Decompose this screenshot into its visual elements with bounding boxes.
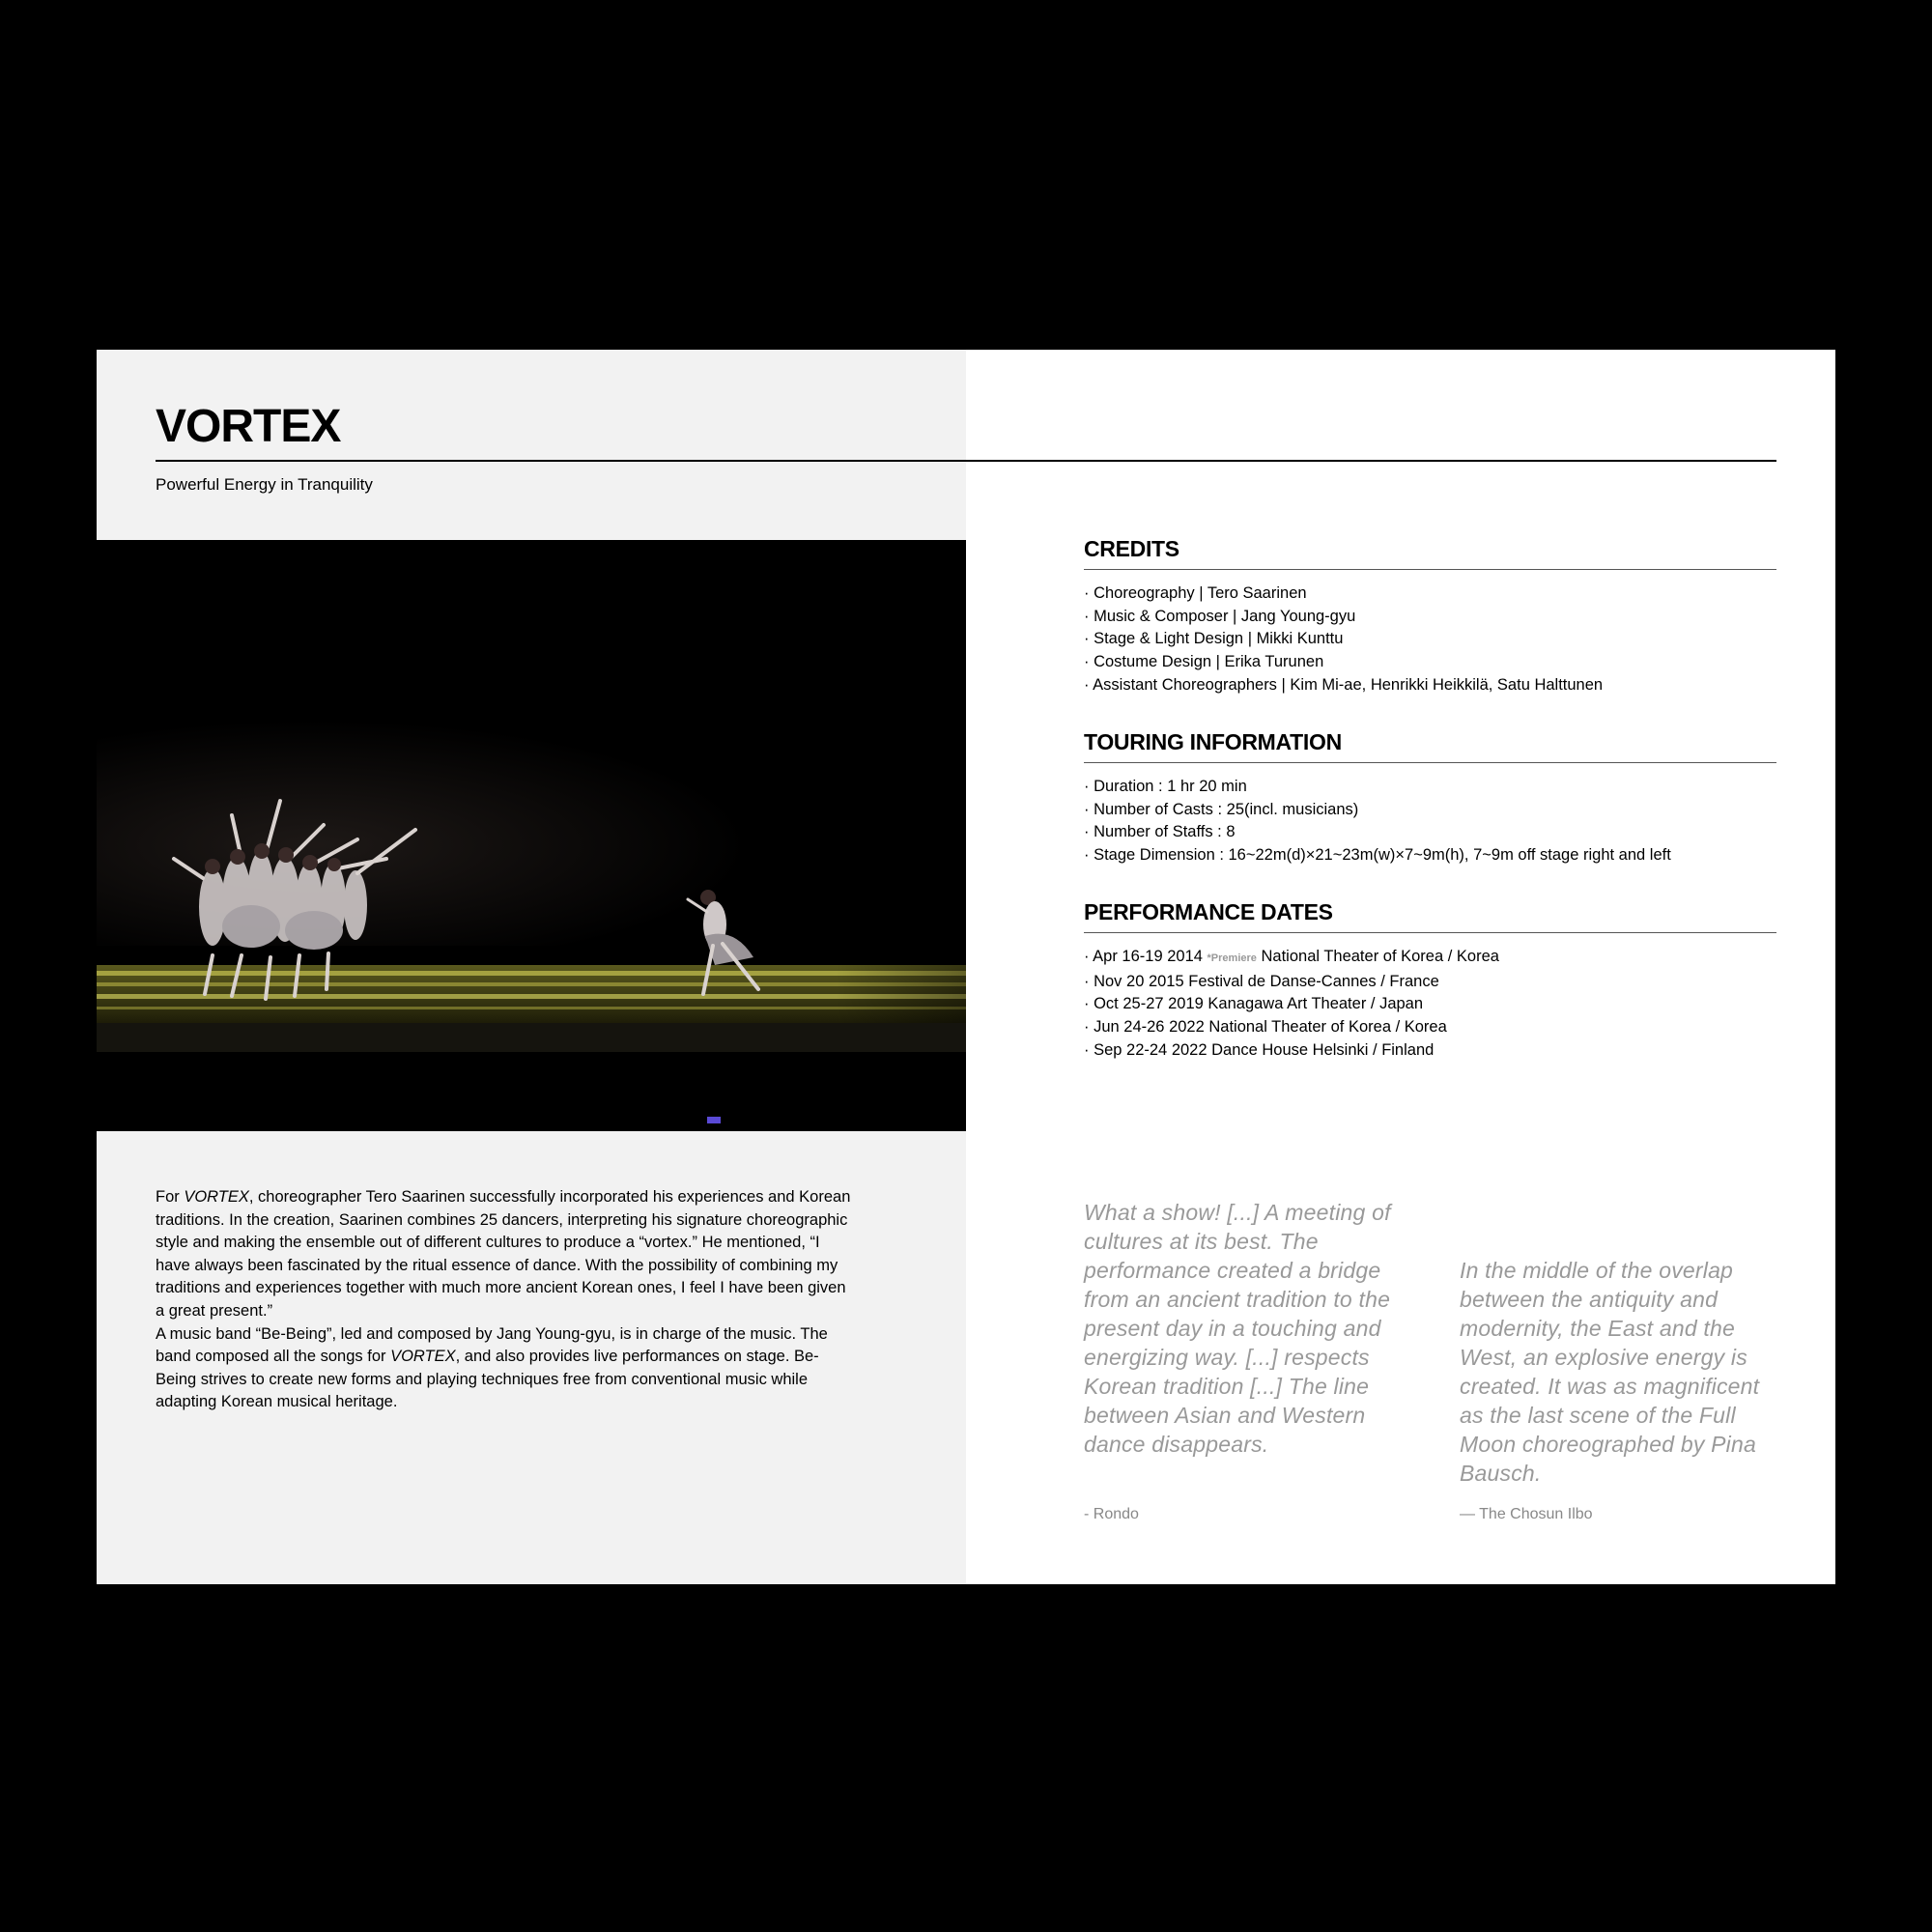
description-text: [156, 1186, 851, 1414]
list-item: · Stage Dimension : 16~22m(d)×21~23m(w)×7~9m(h), 7~9m off stage right and left: [1084, 844, 1776, 867]
p1-prefix: For: [156, 1188, 185, 1206]
performance-list: [1084, 946, 1776, 1062]
list-item: · Choreography | Tero Saarinen: [1084, 582, 1776, 606]
page-title: VORTEX: [156, 401, 341, 452]
touring-list: [1084, 776, 1776, 867]
performance-photo: [97, 540, 966, 1131]
credits-list: [1084, 582, 1776, 696]
list-item: · Oct 25-27 2019 Kanagawa Art Theater / Japan: [1084, 993, 1776, 1016]
description-paragraph-2: [156, 1323, 851, 1414]
list-item: · Stage & Light Design | Mikki Kunttu: [1084, 628, 1776, 651]
premiere-badge: *Premiere: [1207, 952, 1257, 965]
performance-photo-illustration: [97, 540, 966, 1131]
p2-rest: , and also provides live performances on stage. Be-Being strives to create new forms and playing techniques free from conventional music while adapting Korean musical heritage.: [156, 1348, 819, 1411]
list-item: · Assistant Choreographers | Kim Mi-ae, Henrikki Heikkilä, Satu Halttunen: [1084, 674, 1776, 697]
p1-title-italic: VORTEX: [184, 1188, 249, 1206]
list-item: · Number of Casts : 25(incl. musicians): [1084, 799, 1776, 822]
review-source-rondo: - Rondo: [1084, 1506, 1139, 1522]
touring-heading: TOURING INFORMATION: [1084, 730, 1776, 763]
p1-rest: , choreographer Tero Saarinen successfully incorporated his experiences and Korean traditions. In the creation, Saarinen combines 25 dancers, interpreting his signature choreographic style and making the ensemble out of different cultures to produce a “vortex.” He mentioned, “I have always been fascinated by the ritual essence of dance. With the possibility of combining my traditions and experiences together with much more ancient Korean ones, I feel I have been given a great present.”: [156, 1188, 851, 1320]
list-item: · Duration : 1 hr 20 min: [1084, 776, 1776, 799]
list-item: · Sep 22-24 2022 Dance House Helsinki / Finland: [1084, 1039, 1776, 1063]
review-source-chosun: — The Chosun Ilbo: [1460, 1506, 1593, 1522]
review-quote-rondo: What a show! [...] A meeting of cultures at its best. The performance created a bridge from an ancient tradition to the present day in a touching and energizing way. [...] respects Korean tradition [...] The line between Asian and Western dance disappears.: [1084, 1200, 1391, 1457]
touring-section: [1084, 730, 1776, 867]
credits-heading: CREDITS: [1084, 537, 1776, 570]
list-item: · Music & Composer | Jang Young-gyu: [1084, 606, 1776, 629]
first-date: Apr 16-19 2014: [1093, 948, 1203, 966]
page-subtitle: Powerful Energy in Tranquility: [156, 475, 373, 494]
review-quote-chosun: In the middle of the overlap between the antiquity and modernity, the East and the West, an explosive energy is created. It was as magnificent as the last scene of the Full Moon choreographed by Pina Bausch.: [1460, 1258, 1760, 1486]
first-venue: National Theater of Korea / Korea: [1261, 948, 1499, 966]
credits-section: [1084, 537, 1776, 696]
list-item: · Costume Design | Erika Turunen: [1084, 651, 1776, 674]
performance-section: [1084, 900, 1776, 1062]
title-divider: [156, 460, 1776, 462]
p2-prefix: A music band “Be-Being”, led and composed by Jang Young-gyu, is in charge of the music. The band composed all the songs for: [156, 1324, 828, 1366]
brochure-spread: [97, 350, 1835, 1584]
description-paragraph-1: [156, 1186, 851, 1323]
list-item: · Number of Staffs : 8: [1084, 821, 1776, 844]
performance-heading: PERFORMANCE DATES: [1084, 900, 1776, 933]
list-item: · Jun 24-26 2022 National Theater of Korea / Korea: [1084, 1016, 1776, 1039]
list-item: · Nov 20 2015 Festival de Danse-Cannes / France: [1084, 971, 1776, 994]
list-item: [1084, 946, 1776, 971]
p2-title-italic: VORTEX: [390, 1348, 456, 1366]
